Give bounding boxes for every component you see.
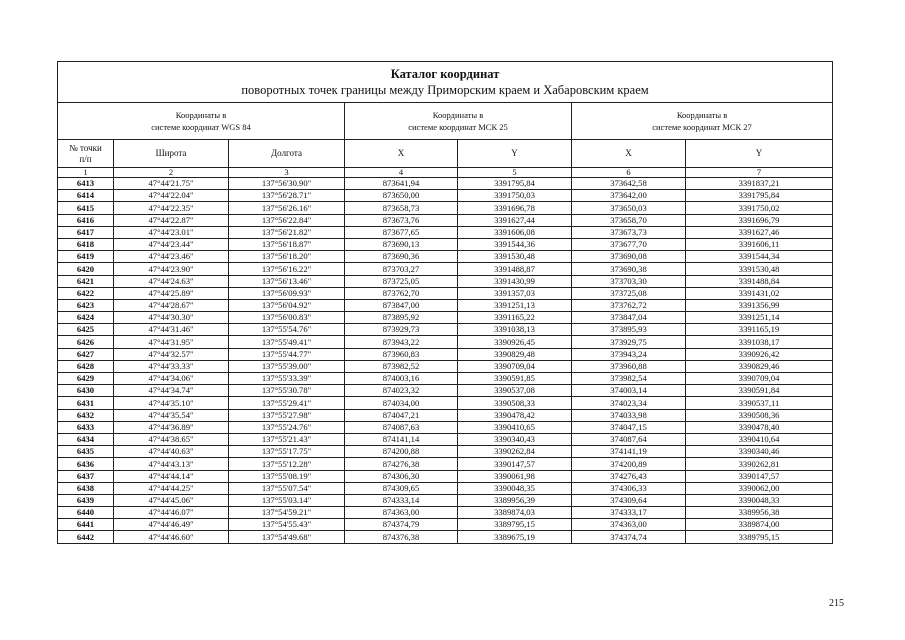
latitude-cell: 47°44'45.06" <box>114 494 229 506</box>
y-msk25-cell: 3390537,08 <box>458 385 572 397</box>
point-number-cell: 6422 <box>58 287 114 299</box>
x-msk25-cell: 874200,88 <box>345 446 458 458</box>
x-msk25-cell: 874374,79 <box>345 519 458 531</box>
table-row <box>58 202 833 214</box>
x-msk27-cell: 373642,00 <box>572 190 686 202</box>
y-msk25-cell: 3389874,03 <box>458 507 572 519</box>
point-number-cell: 6434 <box>58 433 114 445</box>
table-row <box>58 190 833 202</box>
point-number-cell: 6423 <box>58 299 114 311</box>
latitude-cell: 47°44'35.54" <box>114 409 229 421</box>
y-msk27-cell: 3391488,84 <box>686 275 833 287</box>
x-msk27-cell: 374003,14 <box>572 385 686 397</box>
column-number: 7 <box>686 168 833 178</box>
x-msk25-cell: 873929,73 <box>345 324 458 336</box>
x-msk27-cell: 373703,30 <box>572 275 686 287</box>
longitude-cell: 137°56'04.92" <box>229 299 345 311</box>
x-msk27-cell: 373895,93 <box>572 324 686 336</box>
point-number-cell: 6429 <box>58 373 114 385</box>
system-header-msk27: Координаты в системе координат МСК 27 <box>572 103 833 140</box>
latitude-cell: 47°44'21.75" <box>114 178 229 190</box>
longitude-cell: 137°55'21.43" <box>229 433 345 445</box>
point-number-cell: 6419 <box>58 251 114 263</box>
y-msk27-cell: 3391837,21 <box>686 178 833 190</box>
point-number-cell: 6425 <box>58 324 114 336</box>
table-body <box>58 178 833 544</box>
longitude-cell: 137°55'12.28" <box>229 458 345 470</box>
table-row <box>58 312 833 324</box>
y-msk27-cell: 3390709,04 <box>686 373 833 385</box>
x-msk25-cell: 873650,00 <box>345 190 458 202</box>
latitude-cell: 47°44'46.49" <box>114 519 229 531</box>
x-msk27-cell: 374309,64 <box>572 494 686 506</box>
table-row <box>58 348 833 360</box>
y-msk25-cell: 3390478,42 <box>458 409 572 421</box>
y-msk25-cell: 3390926,45 <box>458 336 572 348</box>
x-msk25-cell: 873725,05 <box>345 275 458 287</box>
y-msk27-cell: 3391696,79 <box>686 214 833 226</box>
y-msk27-cell: 3390829,46 <box>686 360 833 372</box>
x-msk27-cell: 373943,24 <box>572 348 686 360</box>
longitude-cell: 137°56'13.46" <box>229 275 345 287</box>
point-number-cell: 6430 <box>58 385 114 397</box>
y-msk27-cell: 3389874,00 <box>686 519 833 531</box>
longitude-cell: 137°56'26.16" <box>229 202 345 214</box>
longitude-cell: 137°54'59.21" <box>229 507 345 519</box>
x-msk27-cell: 373847,04 <box>572 312 686 324</box>
y-msk25-cell: 3391627,44 <box>458 214 572 226</box>
coordinate-catalog <box>57 61 832 544</box>
longitude-cell: 137°56'28.71" <box>229 190 345 202</box>
latitude-cell: 47°44'31.95" <box>114 336 229 348</box>
x-msk25-cell: 874363,00 <box>345 507 458 519</box>
y-msk27-cell: 3390048,33 <box>686 494 833 506</box>
latitude-cell: 47°44'22.04" <box>114 190 229 202</box>
y-msk25-cell: 3390709,04 <box>458 360 572 372</box>
x-msk27-cell: 373690,08 <box>572 251 686 263</box>
y-msk27-cell: 3391627,46 <box>686 226 833 238</box>
y-msk27-cell: 3391606,11 <box>686 238 833 250</box>
y-msk25-cell: 3391795,84 <box>458 178 572 190</box>
table-row <box>58 409 833 421</box>
point-number-cell: 6433 <box>58 421 114 433</box>
longitude-cell: 137°55'17.75" <box>229 446 345 458</box>
x-msk25-cell: 874034,00 <box>345 397 458 409</box>
x-msk27-cell: 374276,43 <box>572 470 686 482</box>
x-msk25-cell: 873673,76 <box>345 214 458 226</box>
table-row <box>58 433 833 445</box>
y-msk27-cell: 3391530,48 <box>686 263 833 275</box>
header-longitude: Долгота <box>229 140 345 168</box>
point-number-cell: 6438 <box>58 482 114 494</box>
y-msk27-cell: 3389795,15 <box>686 531 833 543</box>
y-msk27-cell: 3390410,64 <box>686 433 833 445</box>
longitude-cell: 137°55'33.39" <box>229 373 345 385</box>
y-msk27-cell: 3390478,40 <box>686 421 833 433</box>
longitude-cell: 137°56'21.82" <box>229 226 345 238</box>
y-msk25-cell: 3391357,03 <box>458 287 572 299</box>
point-number-cell: 6432 <box>58 409 114 421</box>
point-number-cell: 6426 <box>58 336 114 348</box>
table-row <box>58 336 833 348</box>
column-number: 3 <box>229 168 345 178</box>
point-number-cell: 6414 <box>58 190 114 202</box>
x-msk25-cell: 874023,32 <box>345 385 458 397</box>
header-x-msk27: X <box>572 140 686 168</box>
y-msk27-cell: 3389956,38 <box>686 507 833 519</box>
longitude-cell: 137°55'30.78" <box>229 385 345 397</box>
header-latitude: Широта <box>114 140 229 168</box>
table-row <box>58 238 833 250</box>
table-row <box>58 373 833 385</box>
column-number: 4 <box>345 168 458 178</box>
y-msk25-cell: 3390829,48 <box>458 348 572 360</box>
point-number-cell: 6431 <box>58 397 114 409</box>
latitude-cell: 47°44'28.67" <box>114 299 229 311</box>
y-msk25-cell: 3391750,03 <box>458 190 572 202</box>
x-msk27-cell: 373982,54 <box>572 373 686 385</box>
table-row <box>58 324 833 336</box>
latitude-cell: 47°44'40.63" <box>114 446 229 458</box>
point-number-cell: 6428 <box>58 360 114 372</box>
y-msk25-cell: 3389956,39 <box>458 494 572 506</box>
y-msk27-cell: 3390537,11 <box>686 397 833 409</box>
table-row <box>58 385 833 397</box>
latitude-cell: 47°44'22.87" <box>114 214 229 226</box>
longitude-cell: 137°56'09.93" <box>229 287 345 299</box>
x-msk27-cell: 373658,70 <box>572 214 686 226</box>
x-msk25-cell: 873895,92 <box>345 312 458 324</box>
x-msk25-cell: 873677,65 <box>345 226 458 238</box>
latitude-cell: 47°44'25.89" <box>114 287 229 299</box>
header-x-msk25: X <box>345 140 458 168</box>
x-msk27-cell: 373650,03 <box>572 202 686 214</box>
x-msk25-cell: 874087,63 <box>345 421 458 433</box>
y-msk25-cell: 3390061,98 <box>458 470 572 482</box>
table-row <box>58 251 833 263</box>
y-msk27-cell: 3390591,84 <box>686 385 833 397</box>
table-row <box>58 360 833 372</box>
x-msk27-cell: 373642,58 <box>572 178 686 190</box>
point-number-cell: 6416 <box>58 214 114 226</box>
y-msk27-cell: 3390508,36 <box>686 409 833 421</box>
y-msk27-cell: 3390340,46 <box>686 446 833 458</box>
longitude-cell: 137°54'49.68" <box>229 531 345 543</box>
y-msk25-cell: 3391165,22 <box>458 312 572 324</box>
point-number-cell: 6417 <box>58 226 114 238</box>
catalog-subtitle: поворотных точек границы между Приморским краем и Хабаровским краем <box>241 82 649 97</box>
y-msk27-cell: 3391356,99 <box>686 299 833 311</box>
y-msk27-cell: 3391251,14 <box>686 312 833 324</box>
latitude-cell: 47°44'46.60" <box>114 531 229 543</box>
x-msk27-cell: 374087,64 <box>572 433 686 445</box>
y-msk25-cell: 3390591,85 <box>458 373 572 385</box>
y-msk25-cell: 3390147,57 <box>458 458 572 470</box>
y-msk25-cell: 3390262,84 <box>458 446 572 458</box>
latitude-cell: 47°44'34.74" <box>114 385 229 397</box>
y-msk27-cell: 3390062,00 <box>686 482 833 494</box>
x-msk27-cell: 373677,70 <box>572 238 686 250</box>
latitude-cell: 47°44'46.07" <box>114 507 229 519</box>
latitude-cell: 47°44'24.63" <box>114 275 229 287</box>
x-msk25-cell: 873641,94 <box>345 178 458 190</box>
x-msk27-cell: 374363,00 <box>572 519 686 531</box>
point-number-cell: 6418 <box>58 238 114 250</box>
table-row <box>58 531 833 543</box>
longitude-cell: 137°54'55.43" <box>229 519 345 531</box>
longitude-cell: 137°55'08.19" <box>229 470 345 482</box>
x-msk25-cell: 873960,83 <box>345 348 458 360</box>
y-msk25-cell: 3391488,87 <box>458 263 572 275</box>
page-number: 215 <box>829 598 844 609</box>
latitude-cell: 47°44'31.46" <box>114 324 229 336</box>
table-row <box>58 287 833 299</box>
point-number-cell: 6439 <box>58 494 114 506</box>
y-msk27-cell: 3391750,02 <box>686 202 833 214</box>
table-title-cell <box>58 62 833 103</box>
table-row <box>58 397 833 409</box>
table-row <box>58 178 833 190</box>
x-msk25-cell: 874309,65 <box>345 482 458 494</box>
x-msk25-cell: 873982,52 <box>345 360 458 372</box>
latitude-cell: 47°44'22.35" <box>114 202 229 214</box>
longitude-cell: 137°55'07.54" <box>229 482 345 494</box>
x-msk25-cell: 874276,38 <box>345 458 458 470</box>
table-row <box>58 299 833 311</box>
table-row <box>58 421 833 433</box>
catalog-title: Каталог координат <box>390 66 500 81</box>
point-number-cell: 6442 <box>58 531 114 543</box>
y-msk27-cell: 3390147,57 <box>686 470 833 482</box>
x-msk25-cell: 873943,22 <box>345 336 458 348</box>
y-msk27-cell: 3390926,42 <box>686 348 833 360</box>
table-row <box>58 519 833 531</box>
longitude-cell: 137°55'24.76" <box>229 421 345 433</box>
y-msk27-cell: 3391544,34 <box>686 251 833 263</box>
point-number-cell: 6437 <box>58 470 114 482</box>
y-msk27-cell: 3391431,02 <box>686 287 833 299</box>
x-msk25-cell: 874376,38 <box>345 531 458 543</box>
y-msk27-cell: 3391795,84 <box>686 190 833 202</box>
latitude-cell: 47°44'23.46" <box>114 251 229 263</box>
y-msk25-cell: 3391606,08 <box>458 226 572 238</box>
longitude-cell: 137°56'22.84" <box>229 214 345 226</box>
y-msk27-cell: 3390262,81 <box>686 458 833 470</box>
point-number-cell: 6435 <box>58 446 114 458</box>
x-msk25-cell: 873762,70 <box>345 287 458 299</box>
latitude-cell: 47°44'23.44" <box>114 238 229 250</box>
y-msk25-cell: 3390410,65 <box>458 421 572 433</box>
y-msk25-cell: 3391530,48 <box>458 251 572 263</box>
table-row <box>58 470 833 482</box>
x-msk25-cell: 873690,36 <box>345 251 458 263</box>
header-point-number: № точки п/п <box>58 140 114 168</box>
y-msk27-cell: 3391038,17 <box>686 336 833 348</box>
point-number-cell: 6421 <box>58 275 114 287</box>
longitude-cell: 137°55'03.14" <box>229 494 345 506</box>
x-msk25-cell: 873847,00 <box>345 299 458 311</box>
y-msk25-cell: 3391038,13 <box>458 324 572 336</box>
y-msk27-cell: 3391165,19 <box>686 324 833 336</box>
point-number-cell: 6436 <box>58 458 114 470</box>
column-number: 5 <box>458 168 572 178</box>
longitude-cell: 137°55'44.77" <box>229 348 345 360</box>
table-row <box>58 226 833 238</box>
x-msk27-cell: 374306,33 <box>572 482 686 494</box>
point-number-cell: 6424 <box>58 312 114 324</box>
longitude-cell: 137°55'54.76" <box>229 324 345 336</box>
longitude-cell: 137°55'29.41" <box>229 397 345 409</box>
latitude-cell: 47°44'33.33" <box>114 360 229 372</box>
latitude-cell: 47°44'43.13" <box>114 458 229 470</box>
longitude-cell: 137°55'27.98" <box>229 409 345 421</box>
y-msk25-cell: 3389795,15 <box>458 519 572 531</box>
y-msk25-cell: 3390340,43 <box>458 433 572 445</box>
y-msk25-cell: 3390508,33 <box>458 397 572 409</box>
latitude-cell: 47°44'36.89" <box>114 421 229 433</box>
x-msk25-cell: 874333,14 <box>345 494 458 506</box>
longitude-cell: 137°56'18.87" <box>229 238 345 250</box>
y-msk25-cell: 3391696,78 <box>458 202 572 214</box>
y-msk25-cell: 3391251,13 <box>458 299 572 311</box>
header-y-msk27: Y <box>686 140 833 168</box>
table-row <box>58 482 833 494</box>
x-msk25-cell: 873690,13 <box>345 238 458 250</box>
y-msk25-cell: 3391430,99 <box>458 275 572 287</box>
x-msk27-cell: 373690,38 <box>572 263 686 275</box>
longitude-cell: 137°56'00.83" <box>229 312 345 324</box>
x-msk27-cell: 373725,08 <box>572 287 686 299</box>
x-msk27-cell: 374033,98 <box>572 409 686 421</box>
x-msk27-cell: 374141,19 <box>572 446 686 458</box>
column-number: 6 <box>572 168 686 178</box>
x-msk27-cell: 374200,89 <box>572 458 686 470</box>
x-msk25-cell: 874306,30 <box>345 470 458 482</box>
x-msk27-cell: 373762,72 <box>572 299 686 311</box>
x-msk27-cell: 374333,17 <box>572 507 686 519</box>
x-msk27-cell: 373929,75 <box>572 336 686 348</box>
system-header-wgs84: Координаты в системе координат WGS 84 <box>58 103 345 140</box>
longitude-cell: 137°55'49.41" <box>229 336 345 348</box>
x-msk25-cell: 873703,27 <box>345 263 458 275</box>
system-header-msk25: Координаты в системе координат МСК 25 <box>345 103 572 140</box>
table-row <box>58 458 833 470</box>
point-number-cell: 6420 <box>58 263 114 275</box>
table-row <box>58 494 833 506</box>
latitude-cell: 47°44'23.01" <box>114 226 229 238</box>
longitude-cell: 137°56'18.20" <box>229 251 345 263</box>
x-msk25-cell: 874141,14 <box>345 433 458 445</box>
x-msk25-cell: 874047,21 <box>345 409 458 421</box>
y-msk25-cell: 3391544,36 <box>458 238 572 250</box>
x-msk27-cell: 374047,15 <box>572 421 686 433</box>
header-y-msk25: Y <box>458 140 572 168</box>
x-msk27-cell: 373673,73 <box>572 226 686 238</box>
table-row <box>58 446 833 458</box>
x-msk27-cell: 373960,88 <box>572 360 686 372</box>
table-row <box>58 214 833 226</box>
x-msk27-cell: 374023,34 <box>572 397 686 409</box>
point-number-cell: 6441 <box>58 519 114 531</box>
x-msk25-cell: 873658,73 <box>345 202 458 214</box>
point-number-cell: 6413 <box>58 178 114 190</box>
y-msk25-cell: 3389675,19 <box>458 531 572 543</box>
latitude-cell: 47°44'30.30" <box>114 312 229 324</box>
point-number-cell: 6440 <box>58 507 114 519</box>
latitude-cell: 47°44'32.57" <box>114 348 229 360</box>
point-number-cell: 6415 <box>58 202 114 214</box>
table-row <box>58 263 833 275</box>
longitude-cell: 137°55'39.00" <box>229 360 345 372</box>
latitude-cell: 47°44'23.90" <box>114 263 229 275</box>
y-msk25-cell: 3390048,35 <box>458 482 572 494</box>
latitude-cell: 47°44'44.14" <box>114 470 229 482</box>
latitude-cell: 47°44'34.06" <box>114 373 229 385</box>
table-row <box>58 275 833 287</box>
column-number: 1 <box>58 168 114 178</box>
table-row <box>58 507 833 519</box>
point-number-cell: 6427 <box>58 348 114 360</box>
latitude-cell: 47°44'38.65" <box>114 433 229 445</box>
x-msk25-cell: 874003,16 <box>345 373 458 385</box>
latitude-cell: 47°44'35.10" <box>114 397 229 409</box>
longitude-cell: 137°56'16.22" <box>229 263 345 275</box>
x-msk27-cell: 374374,74 <box>572 531 686 543</box>
coordinate-table <box>57 61 833 544</box>
column-number: 2 <box>114 168 229 178</box>
latitude-cell: 47°44'44.25" <box>114 482 229 494</box>
longitude-cell: 137°56'30.90" <box>229 178 345 190</box>
